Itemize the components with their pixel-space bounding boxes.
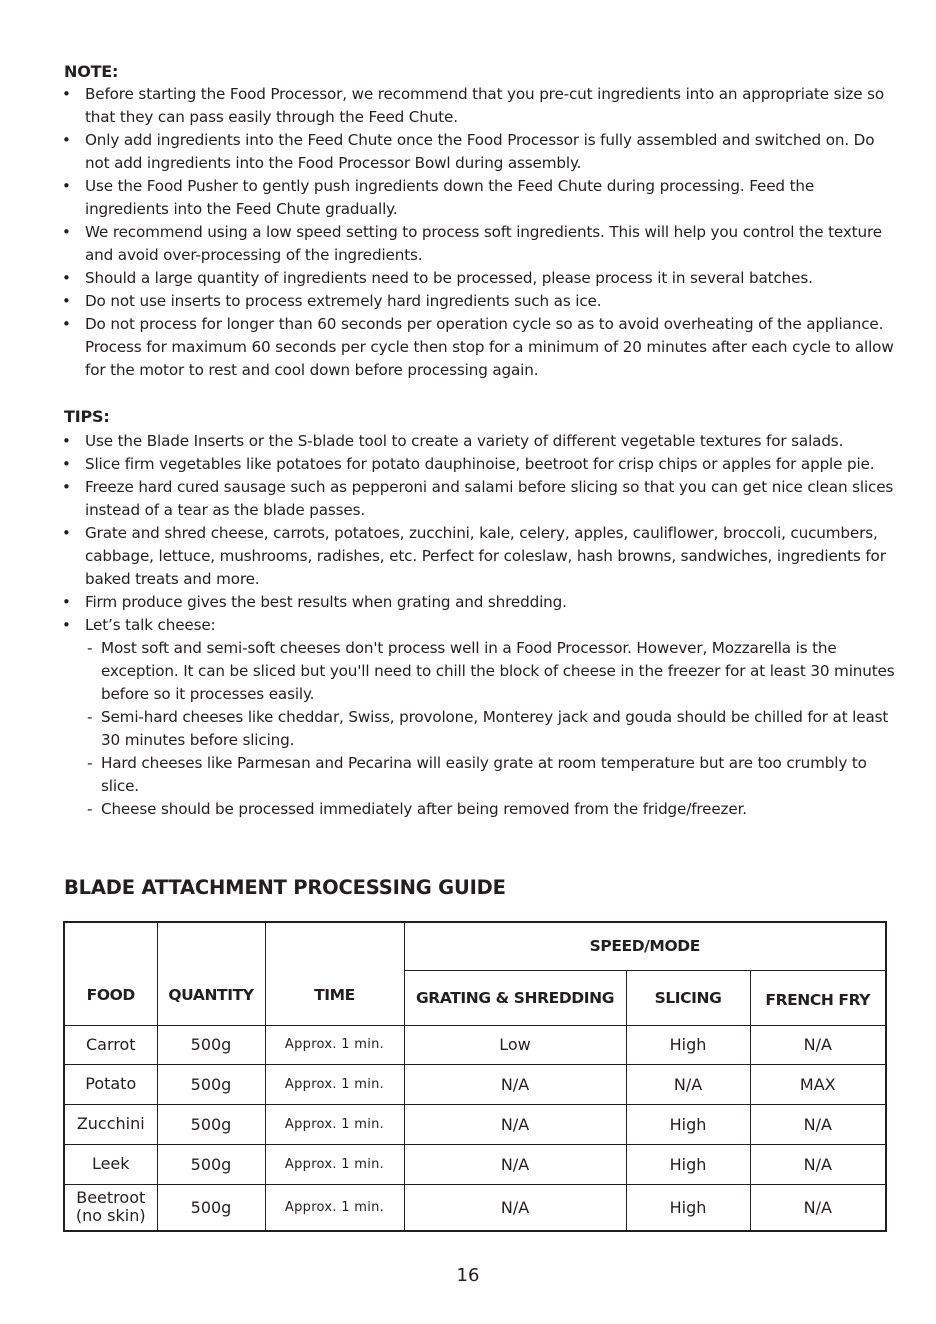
table-row xyxy=(64,1104,886,1144)
header-food: FOOD xyxy=(64,922,157,1025)
header-speed-mode: SPEED/MODE xyxy=(404,922,886,970)
header-time: TIME xyxy=(265,922,404,1025)
cell-food xyxy=(64,1184,157,1231)
cell-slicing: High xyxy=(626,1184,750,1231)
table-row xyxy=(64,1025,886,1064)
header-grating: GRATING & SHREDDING xyxy=(404,970,626,1025)
table-row xyxy=(64,1144,886,1184)
cell-grating: N/A xyxy=(404,1184,626,1231)
cell-slicing: High xyxy=(626,1104,750,1144)
list-item: • Slice firm vegetables like potatoes for potato dauphinoise, beetroot for crisp chips or apples for apple pie. xyxy=(62,453,902,476)
list-item: • Do not use inserts to process extremely hard ingredients such as ice. xyxy=(62,290,902,313)
cell-food: Zucchini xyxy=(64,1104,157,1144)
cell-french-fry: N/A xyxy=(750,1184,886,1231)
list-item-cheese xyxy=(62,614,902,821)
food-note: (no skin) xyxy=(75,1206,146,1226)
table-row xyxy=(64,1064,886,1104)
cell-grating: N/A xyxy=(404,1104,626,1144)
cell-quantity: 500g xyxy=(157,1064,265,1104)
cell-quantity: 500g xyxy=(157,1144,265,1184)
cell-grating: N/A xyxy=(404,1144,626,1184)
tips-list xyxy=(62,430,902,821)
header-slicing: SLICING xyxy=(626,970,750,1025)
cell-quantity: 500g xyxy=(157,1184,265,1231)
page-number: 16 xyxy=(456,1265,480,1286)
tips-heading: TIPS: xyxy=(64,407,110,426)
header-quantity: QUANTITY xyxy=(157,922,265,1025)
table-row xyxy=(64,1184,886,1231)
cell-slicing: High xyxy=(626,1144,750,1184)
cell-french-fry: MAX xyxy=(750,1064,886,1104)
list-item: • Use the Food Pusher to gently push ingredients down the Feed Chute during processing. Feed the ingredients into the Feed Chute gradually. xyxy=(62,175,902,221)
sublist-item: - Cheese should be processed immediately after being removed from the fridge/freezer. xyxy=(85,798,902,821)
cell-food: Potato xyxy=(64,1064,157,1104)
cell-food: Carrot xyxy=(64,1025,157,1064)
list-item: • Grate and shred cheese, carrots, potatoes, zucchini, kale, celery, apples, cauliflower, broccoli, cucumbers, cabbage, lettuce, mushrooms, radishes, etc. Perfect for coleslaw, hash browns, sandwiches, ingredients for baked treats and more. xyxy=(62,522,902,591)
list-item: • Should a large quantity of ingredients need to be processed, please process it in several batches. xyxy=(62,267,902,290)
cell-quantity: 500g xyxy=(157,1025,265,1064)
cell-food: Leek xyxy=(64,1144,157,1184)
cell-slicing: N/A xyxy=(626,1064,750,1104)
table-header-row xyxy=(64,922,886,970)
processing-guide-table xyxy=(63,921,887,1232)
cell-quantity: 500g xyxy=(157,1104,265,1144)
list-item: • Before starting the Food Processor, we recommend that you pre-cut ingredients into an appropriate size so that they can pass easily through the Feed Chute. xyxy=(62,83,902,129)
cell-time: Approx. 1 min. xyxy=(265,1104,404,1144)
list-item: • Do not process for longer than 60 seconds per operation cycle so as to avoid overheating of the appliance. Process for maximum 60 seconds per cycle then stop for a minimum of 20 minutes after each cycle to allow for the motor to rest and cool down before processing again. xyxy=(62,313,902,382)
cell-french-fry: N/A xyxy=(750,1104,886,1144)
list-item: • Only add ingredients into the Feed Chute once the Food Processor is fully assembled and switched on. Do not add ingredients into the Food Processor Bowl during assembly. xyxy=(62,129,902,175)
cell-french-fry: N/A xyxy=(750,1025,886,1064)
cell-slicing: High xyxy=(626,1025,750,1064)
note-list xyxy=(62,83,902,382)
list-item: • Use the Blade Inserts or the S-blade tool to create a variety of different vegetable textures for salads. xyxy=(62,430,902,453)
sublist-item: - Semi-hard cheeses like cheddar, Swiss, provolone, Monterey jack and gouda should be chilled for at least 30 minutes before slicing. xyxy=(85,706,902,752)
list-item: • Freeze hard cured sausage such as pepperoni and salami before slicing so that you can get nice clean slices instead of a tear as the blade passes. xyxy=(62,476,902,522)
sublist-item: - Most soft and semi-soft cheeses don't process well in a Food Processor. However, Mozzarella is the exception. It can be sliced but you'll need to chill the block of cheese in the freezer for at least 30 minutes before so it processes easily. xyxy=(85,637,902,706)
cell-time: Approx. 1 min. xyxy=(265,1025,404,1064)
cheese-label: Let’s talk cheese: xyxy=(85,616,216,634)
cell-time: Approx. 1 min. xyxy=(265,1144,404,1184)
cell-french-fry: N/A xyxy=(750,1144,886,1184)
food-name: Beetroot xyxy=(76,1188,146,1208)
cell-time: Approx. 1 min. xyxy=(265,1064,404,1104)
cell-time: Approx. 1 min. xyxy=(265,1184,404,1231)
guide-title: BLADE ATTACHMENT PROCESSING GUIDE xyxy=(64,876,506,899)
note-heading: NOTE: xyxy=(64,62,119,81)
list-item: • We recommend using a low speed setting to process soft ingredients. This will help you control the texture and avoid over-processing of the ingredients. xyxy=(62,221,902,267)
sublist-item: - Hard cheeses like Parmesan and Pecarina will easily grate at room temperature but are too crumbly to slice. xyxy=(85,752,902,798)
cell-grating: N/A xyxy=(404,1064,626,1104)
list-item: • Firm produce gives the best results when grating and shredding. xyxy=(62,591,902,614)
cell-grating: Low xyxy=(404,1025,626,1064)
cheese-sublist xyxy=(85,637,902,821)
header-french-fry: FRENCH FRY xyxy=(750,970,886,1025)
